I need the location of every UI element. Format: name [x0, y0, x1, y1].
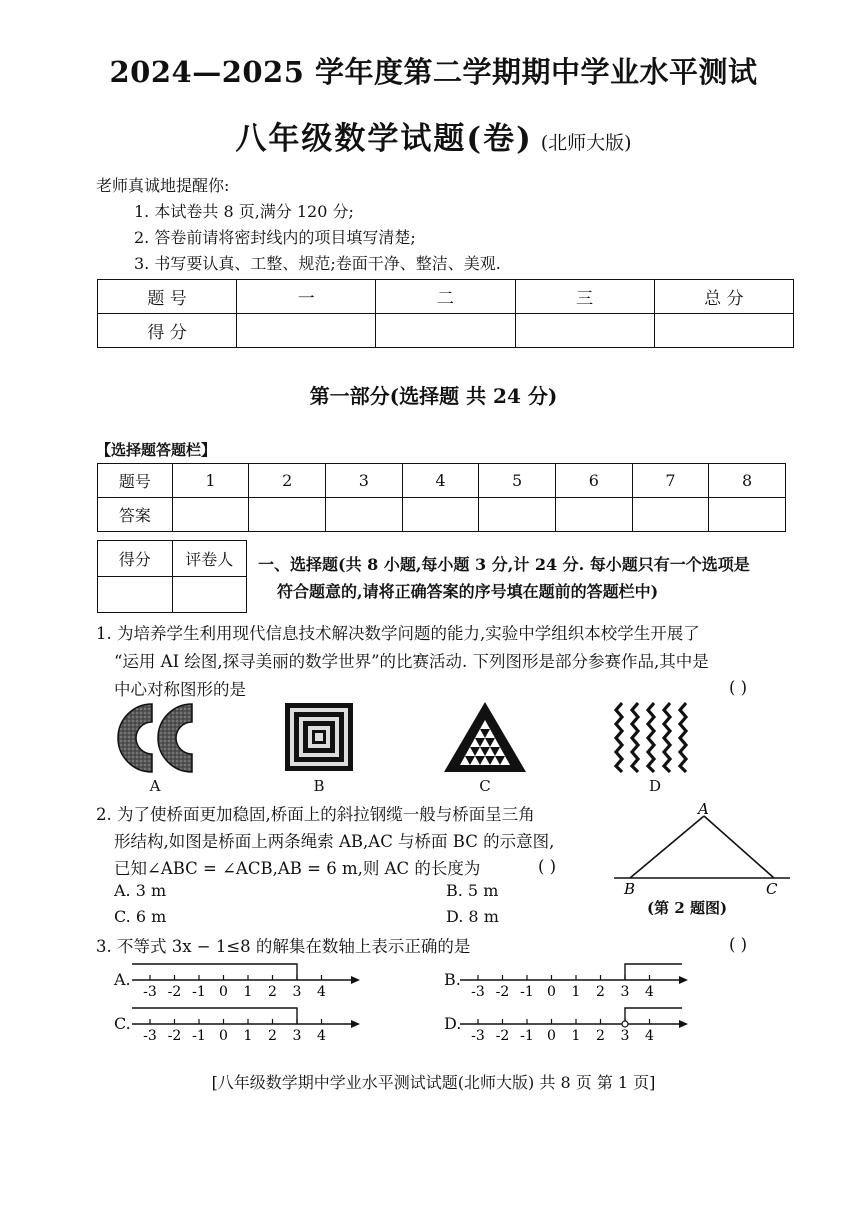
number-line-tick-label: -1 [192, 1028, 206, 1042]
q1-line: 1. 为培养学生利用现代信息技术解决数学问题的能力,实验中学组织本校学生开展了 [96, 624, 700, 643]
grader-table [97, 540, 247, 613]
answer-table [97, 463, 786, 532]
exam-title: 2024—2025 学年度第二学期期中学业水平测试 [109, 55, 758, 89]
grader-reviewer-label: 评卷人 [172, 541, 247, 577]
answer-number: 6 [555, 464, 632, 498]
answer-number: 1 [172, 464, 249, 498]
exam-subtitle: 八年级数学试题(卷) [235, 121, 533, 157]
answer-entry-cell[interactable] [632, 498, 709, 532]
answer-number: 4 [402, 464, 479, 498]
q3-line: 3. 不等式 3x − 1≤8 的解集在数轴上表示正确的是 [96, 937, 471, 956]
answer-row-label: 答案 [98, 498, 173, 532]
score-header-cell: 二 [376, 280, 515, 314]
q2-figure-caption: (第 2 题图) [647, 899, 728, 917]
q3-option-label: C. [114, 1014, 131, 1033]
exam-edition: (北师大版) [540, 132, 632, 154]
q1-figure-b [284, 702, 354, 772]
vertex-label-b: B [624, 880, 636, 898]
score-entry-cell[interactable] [237, 314, 376, 348]
number-line-tick-label: 0 [219, 984, 228, 998]
answer-number: 7 [632, 464, 709, 498]
section-one-line: 符合题意的,请将正确答案的序号填在题前的答题栏中) [277, 582, 659, 601]
open-endpoint [622, 1021, 628, 1027]
q1-option-label: D [648, 777, 662, 795]
number-line-tick-label: -3 [471, 1028, 485, 1042]
score-table [97, 279, 794, 348]
q1-figure-c [442, 700, 528, 774]
q2-line: 形结构,如图是桥面上两条绳索 AB,AC 与桥面 BC 的示意图, [114, 832, 555, 851]
q2-line: 2. 为了使桥面更加稳固,桥面上的斜拉钢缆一般与桥面呈三角 [96, 805, 535, 824]
q3-option-label: B. [444, 970, 461, 989]
notice-heading: 老师真诚地提醒你: [96, 176, 230, 195]
q3-number-line-a [132, 956, 364, 998]
score-entry-cell[interactable] [376, 314, 515, 348]
notice-block [96, 173, 501, 277]
number-line-tick-label: 4 [317, 1028, 326, 1042]
exam-subtitle-row [0, 113, 867, 158]
answer-entry-cell[interactable] [172, 498, 249, 532]
section-one-instructions [258, 551, 750, 605]
q3-option-label: D. [444, 1014, 462, 1033]
notice-item: 2. 答卷前请将密封线内的项目填写清楚; [134, 228, 416, 247]
notice-item: 3. 书写要认真、工整、规范;卷面干净、整洁、美观. [134, 254, 501, 273]
answer-number: 5 [479, 464, 556, 498]
number-line-arrow [351, 976, 360, 984]
grader-score-cell[interactable] [98, 577, 173, 613]
page-footer: [八年级数学期中学业水平测试试题(北师大版) 共 8 页 第 1 页] [211, 1073, 656, 1092]
q2-triangle-figure [612, 798, 792, 898]
q2-option-c: C. 6 m [114, 907, 167, 926]
number-line-tick-label: 3 [292, 1028, 302, 1042]
number-line-tick-label: 4 [645, 984, 654, 998]
q2-option-d: D. 8 m [446, 907, 499, 926]
answer-entry-cell[interactable] [555, 498, 632, 532]
answer-entry-cell[interactable] [709, 498, 786, 532]
vertex-label-c: C [766, 880, 778, 898]
score-entry-cell[interactable] [515, 314, 654, 348]
q3-answer-paren[interactable]: ( ) [729, 935, 748, 954]
number-line-tick-label: 2 [596, 1028, 605, 1042]
answer-entry-cell[interactable] [479, 498, 556, 532]
notice-item: 1. 本试卷共 8 页,满分 120 分; [134, 202, 354, 221]
q1-figure-a [112, 700, 198, 776]
q2-answer-paren[interactable]: ( ) [538, 857, 557, 876]
number-line-tick-label: -1 [520, 1028, 534, 1042]
q1-option-label: C [479, 777, 491, 795]
number-line-tick-label: -3 [471, 984, 485, 998]
q1-option-label: B [313, 777, 325, 795]
q1-line: 中心对称图形的是 [114, 680, 246, 699]
number-line-tick-label: 0 [547, 1028, 556, 1042]
q1-answer-paren[interactable]: ( ) [729, 678, 748, 697]
number-line-tick-label: 1 [243, 1028, 253, 1042]
number-line-tick-label: 3 [292, 984, 302, 998]
number-line-tick-label: 3 [620, 1028, 630, 1042]
number-line-tick-label: 3 [620, 984, 630, 998]
answer-number: 3 [326, 464, 403, 498]
number-line-tick-label: -2 [495, 1028, 510, 1042]
q3-number-line-d [460, 1000, 692, 1042]
vertex-label-a: A [698, 800, 709, 818]
section-one-line: 一、选择题(共 8 小题,每小题 3 分,计 24 分. 每小题只有一个选项是 [258, 555, 750, 574]
score-entry-cell[interactable] [654, 314, 793, 348]
solution-range [625, 1008, 682, 1024]
q1-line: “运用 AI 绘图,探寻美丽的数学世界”的比赛活动. 下列图形是部分参赛作品,其中是 [114, 652, 709, 671]
solution-range [625, 964, 682, 980]
score-header-cell: 总 分 [654, 280, 793, 314]
number-line-arrow [351, 1020, 360, 1028]
number-line-tick-label: 2 [268, 1028, 277, 1042]
q1-figure-d [612, 700, 698, 774]
q2-option-b: B. 5 m [446, 881, 499, 900]
answer-entry-cell[interactable] [402, 498, 479, 532]
number-line-tick-label: -1 [192, 984, 206, 998]
number-line-tick-label: 4 [317, 984, 326, 998]
q3-option-label: A. [114, 970, 131, 989]
number-line-tick-label: 2 [268, 984, 277, 998]
answer-number: 2 [249, 464, 326, 498]
answer-entry-cell[interactable] [249, 498, 326, 532]
score-header-cell: 一 [237, 280, 376, 314]
q1-option-label: A [149, 777, 161, 795]
grader-score-label: 得分 [98, 541, 173, 577]
answer-header-label: 题号 [98, 464, 173, 498]
number-line-arrow [679, 976, 688, 984]
q3-number-line-c [132, 1000, 364, 1042]
number-line-tick-label: -2 [495, 984, 510, 998]
q3-number-line-b [460, 956, 692, 998]
q2-line: 已知∠ABC = ∠ACB,AB = 6 m,则 AC 的长度为 [114, 859, 481, 878]
number-line-tick-label: -3 [143, 1028, 157, 1042]
score-header-cell: 三 [515, 280, 654, 314]
q2-option-a: A. 3 m [114, 881, 167, 900]
answer-entry-cell[interactable] [326, 498, 403, 532]
number-line-tick-label: 1 [243, 984, 253, 998]
number-line-tick-label: 1 [571, 1028, 581, 1042]
number-line-tick-label: 0 [219, 1028, 228, 1042]
number-line-tick-label: 0 [547, 984, 556, 998]
answer-bar-label: 【选择题答题栏】 [96, 441, 217, 459]
number-line-tick-label: -2 [167, 1028, 182, 1042]
number-line-tick-label: -3 [143, 984, 157, 998]
score-header-cell: 题 号 [98, 280, 237, 314]
number-line-tick-label: 4 [645, 1028, 654, 1042]
grader-reviewer-cell[interactable] [172, 577, 247, 613]
part1-title: 第一部分(选择题 共 24 分) [309, 384, 558, 408]
answer-number: 8 [709, 464, 786, 498]
number-line-tick-label: 1 [571, 984, 581, 998]
number-line-tick-label: -2 [167, 984, 182, 998]
score-row-label: 得 分 [98, 314, 237, 348]
number-line-tick-label: -1 [520, 984, 534, 998]
number-line-arrow [679, 1020, 688, 1028]
number-line-tick-label: 2 [596, 984, 605, 998]
